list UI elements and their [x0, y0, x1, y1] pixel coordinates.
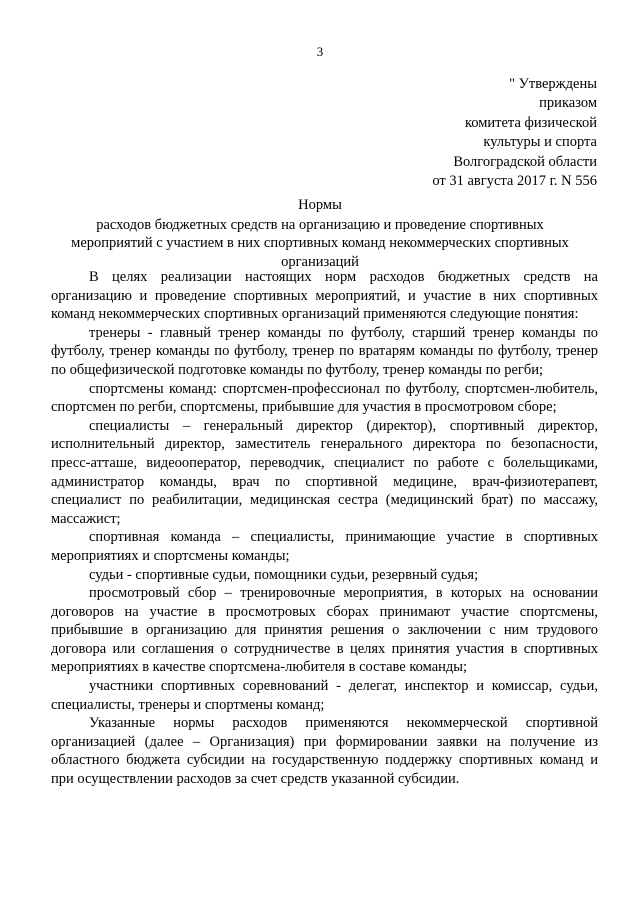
approval-line-region: Волгоградской области	[453, 153, 597, 170]
approval-line-sport: культуры и спорта	[483, 134, 597, 151]
document-title: Нормы	[298, 197, 342, 213]
body-paragraph-specialists: специалисты – генеральный директор (директор), спортивный директор, исполнительный директор, заместитель генерального директора по безопасности, пресс-атташе, видеооператор, переводчик, специалист по работе с болельщиками, администратор команды, врач по спортивной медицине, врач-физиотерапевт, специалист по реабилитации, медицинская сестра (медицинский брат) по массажу, массажист;	[51, 417, 598, 527]
body-paragraph-athletes: спортсмены команд: спортсмен-профессионал по футболу, спортсмен-любитель, спортсмен по регби, спортсмены, прибывшие для участия в просмотровом сборе;	[51, 380, 598, 416]
body-paragraph-trial-camp: просмотровый сбор – тренировочные мероприятия, в которых на основании договоров на участие в просмотровых сборах принимают участие спортсмены, прибывшие в организацию для принятия решения о заключении с ним трудового договора или соглашения о сотрудничестве в целях принятия участия в спортивных мероприятиях в качестве спортсмена-любителя в составе команды;	[51, 585, 598, 676]
approval-line-committee: комитета физической	[464, 114, 597, 131]
body-paragraph-participants: участники спортивных соревнований - делегат, инспектор и комиссар, судьи, специалисты, тренеры и спортмены команд;	[51, 678, 598, 713]
approval-line-approved: " Утверждены	[509, 76, 597, 92]
body-paragraph-intro: В целях реализации настоящих норм расходов бюджетных средств на организацию и проведение спортивных мероприятий, и участие в них спортивных команд некоммерческих спортивных организаций применяются следующие понятия:	[51, 269, 598, 323]
body-paragraph-referees: судьи - спортивные судьи, помощники судьи, резервный судья;	[89, 566, 479, 583]
page-number: 3	[316, 44, 324, 59]
document-body	[51, 268, 598, 789]
body-paragraph-application: Указанные нормы расходов применяются некоммерческой спортивной организацией (далее – Организация) при формировании заявки на получение из областного бюджета субсидии на государственную поддержку спортивных команд и при осуществлении расходов за счет средств указанной субсидии.	[51, 715, 598, 788]
body-paragraph-sports-team: спортивная команда – специалисты, принимающие участие в спортивных мероприятиях и спортсмены команды;	[51, 529, 598, 564]
document-title-block	[70, 196, 570, 271]
approval-line-date: от 31 августа 2017 г. N 556	[432, 173, 597, 190]
body-paragraph-coaches: тренеры - главный тренер команды по футболу, старший тренер команды по футболу, тренер команды по футболу, тренер по вратарям команды по футболу, тренер по общефизической подготовке команды по футболу, тренер команды по регби;	[51, 324, 598, 378]
approval-stamp-block	[432, 75, 597, 191]
approval-line-order: приказом	[539, 95, 597, 112]
document-subtitle: расходов бюджетных средств на организацию и проведение спортивных мероприятий с участием в них спортивных команд некоммерческих спортивных организаций	[71, 216, 569, 270]
